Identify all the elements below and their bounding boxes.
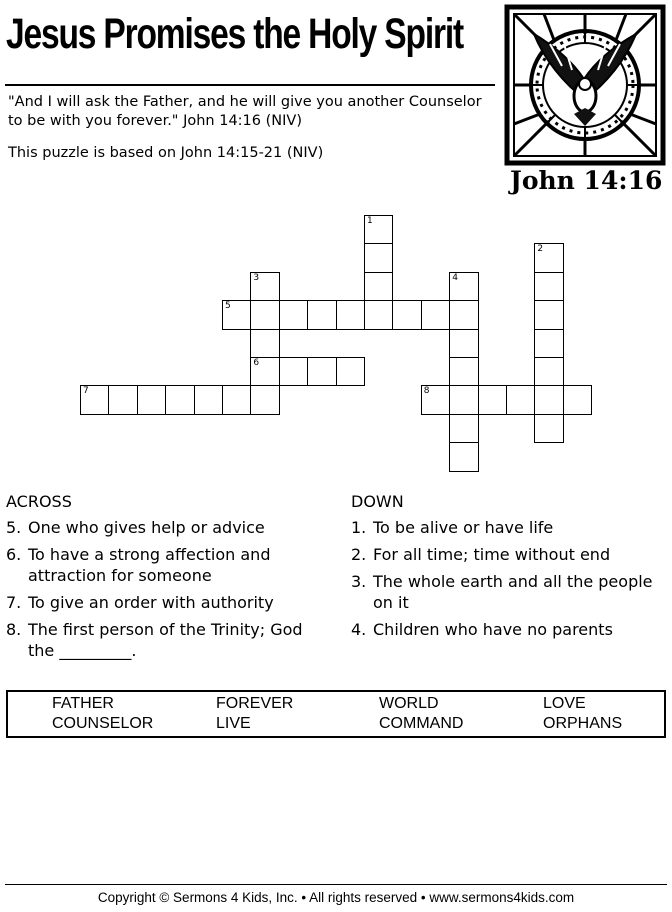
puzzle-basis-note: This puzzle is based on John 14:15-21 (NIV) [8, 145, 324, 161]
clue-text: For all time; time without end [373, 545, 611, 564]
crossword-cell[interactable] [137, 385, 166, 414]
clue-text: To have a strong affection and attraction for someone [28, 545, 271, 585]
crossword-cell[interactable] [534, 329, 563, 358]
cell-number: 2 [537, 244, 544, 255]
crossword-cell[interactable] [250, 357, 279, 386]
scripture-quote: "And I will ask the Father, and he will give you another Counselor to be with you forever." John 14:16 (NIV) [8, 94, 482, 129]
word-bank-item: FATHER [52, 695, 114, 712]
crossword-cell[interactable] [336, 357, 365, 386]
crossword-cell[interactable] [534, 300, 563, 329]
crossword-cell[interactable] [307, 300, 336, 329]
across-clue [6, 544, 331, 586]
crossword-cell[interactable] [534, 243, 563, 272]
crossword-cell[interactable] [449, 357, 478, 386]
crossword-cell[interactable] [392, 300, 421, 329]
down-clue [351, 571, 669, 613]
crossword-cell[interactable] [222, 300, 251, 329]
crossword-cell[interactable] [449, 385, 478, 414]
clue-text: Children who have no parents [373, 620, 613, 639]
page-title: Jesus Promises the Holy Spirit [6, 10, 463, 58]
word-bank-item: FOREVER [216, 695, 294, 712]
crossword-cell[interactable] [449, 300, 478, 329]
verse-reference: John 14:16 [510, 166, 663, 195]
clue-number: 2. [351, 545, 367, 564]
crossword-cell[interactable] [364, 272, 393, 301]
clue-number: 4. [351, 620, 367, 639]
clue-number: 8. [6, 620, 22, 639]
crossword-cell[interactable] [534, 414, 563, 443]
crossword-cell[interactable] [449, 329, 478, 358]
crossword-cell[interactable] [307, 357, 336, 386]
crossword-cell[interactable] [364, 215, 393, 244]
down-clues [351, 492, 669, 646]
down-clue [351, 517, 669, 538]
crossword-cell[interactable] [449, 272, 478, 301]
clue-number: 5. [6, 518, 22, 537]
across-clue [6, 517, 331, 538]
across-heading: ACROSS [6, 492, 72, 511]
crossword-cell[interactable] [563, 385, 592, 414]
crossword-cell[interactable] [506, 385, 535, 414]
down-clue [351, 619, 669, 640]
dove-stained-glass-icon [504, 4, 666, 166]
word-bank [6, 690, 666, 738]
word-bank-item: COMMAND [379, 715, 464, 732]
crossword-cell[interactable] [336, 300, 365, 329]
crossword-cell[interactable] [421, 300, 450, 329]
crossword-cell[interactable] [534, 357, 563, 386]
cell-number: 8 [423, 386, 430, 397]
clue-text: The first person of the Trinity; God the _________. [28, 620, 303, 660]
crossword-cell[interactable] [250, 272, 279, 301]
down-clue [351, 544, 669, 565]
across-clue [6, 592, 331, 613]
clue-text: To give an order with authority [28, 593, 274, 612]
footer-divider [5, 884, 667, 885]
word-bank-item: COUNSELOR [52, 715, 154, 732]
crossword-cell[interactable] [364, 300, 393, 329]
cell-number: 4 [452, 272, 458, 283]
crossword-cell[interactable] [108, 385, 137, 414]
word-bank-item: LOVE [543, 695, 586, 712]
crossword-cell[interactable] [80, 385, 109, 414]
crossword-cell[interactable] [364, 243, 393, 272]
crossword-cell[interactable] [449, 442, 478, 471]
crossword-cell[interactable] [478, 385, 507, 414]
crossword-cell[interactable] [279, 357, 308, 386]
word-bank-item: WORLD [379, 695, 439, 712]
clue-number: 3. [351, 572, 367, 591]
crossword-cell[interactable] [250, 329, 279, 358]
crossword-cell[interactable] [534, 385, 563, 414]
down-heading: DOWN [351, 492, 404, 511]
crossword-cell[interactable] [279, 300, 308, 329]
crossword-cell[interactable] [449, 414, 478, 443]
crossword-cell[interactable] [421, 385, 450, 414]
crossword-cell[interactable] [222, 385, 251, 414]
across-clues [6, 492, 331, 667]
crossword-cell[interactable] [534, 272, 563, 301]
crossword-cell[interactable] [194, 385, 223, 414]
crossword-cell[interactable] [165, 385, 194, 414]
clue-text: To be alive or have life [373, 518, 554, 537]
copyright-footer: Copyright © Sermons 4 Kids, Inc. • All rights reserved • www.sermons4kids.com [97, 890, 575, 905]
word-bank-item: LIVE [216, 715, 251, 732]
word-bank-item: ORPHANS [543, 715, 623, 732]
clue-number: 6. [6, 545, 22, 564]
cell-number: 5 [225, 301, 231, 312]
cell-number: 7 [83, 386, 89, 397]
title-divider [5, 84, 495, 86]
cell-number: 3 [253, 272, 260, 283]
clue-number: 1. [351, 518, 367, 537]
crossword-cell[interactable] [250, 300, 279, 329]
cell-number: 1 [367, 216, 373, 226]
cell-number: 6 [253, 358, 260, 368]
crossword-cell[interactable] [250, 385, 279, 414]
clue-text: One who gives help or advice [28, 518, 265, 537]
across-clue [6, 619, 331, 661]
clue-number: 7. [6, 593, 22, 612]
clue-text: The whole earth and all the people on it [373, 572, 653, 612]
